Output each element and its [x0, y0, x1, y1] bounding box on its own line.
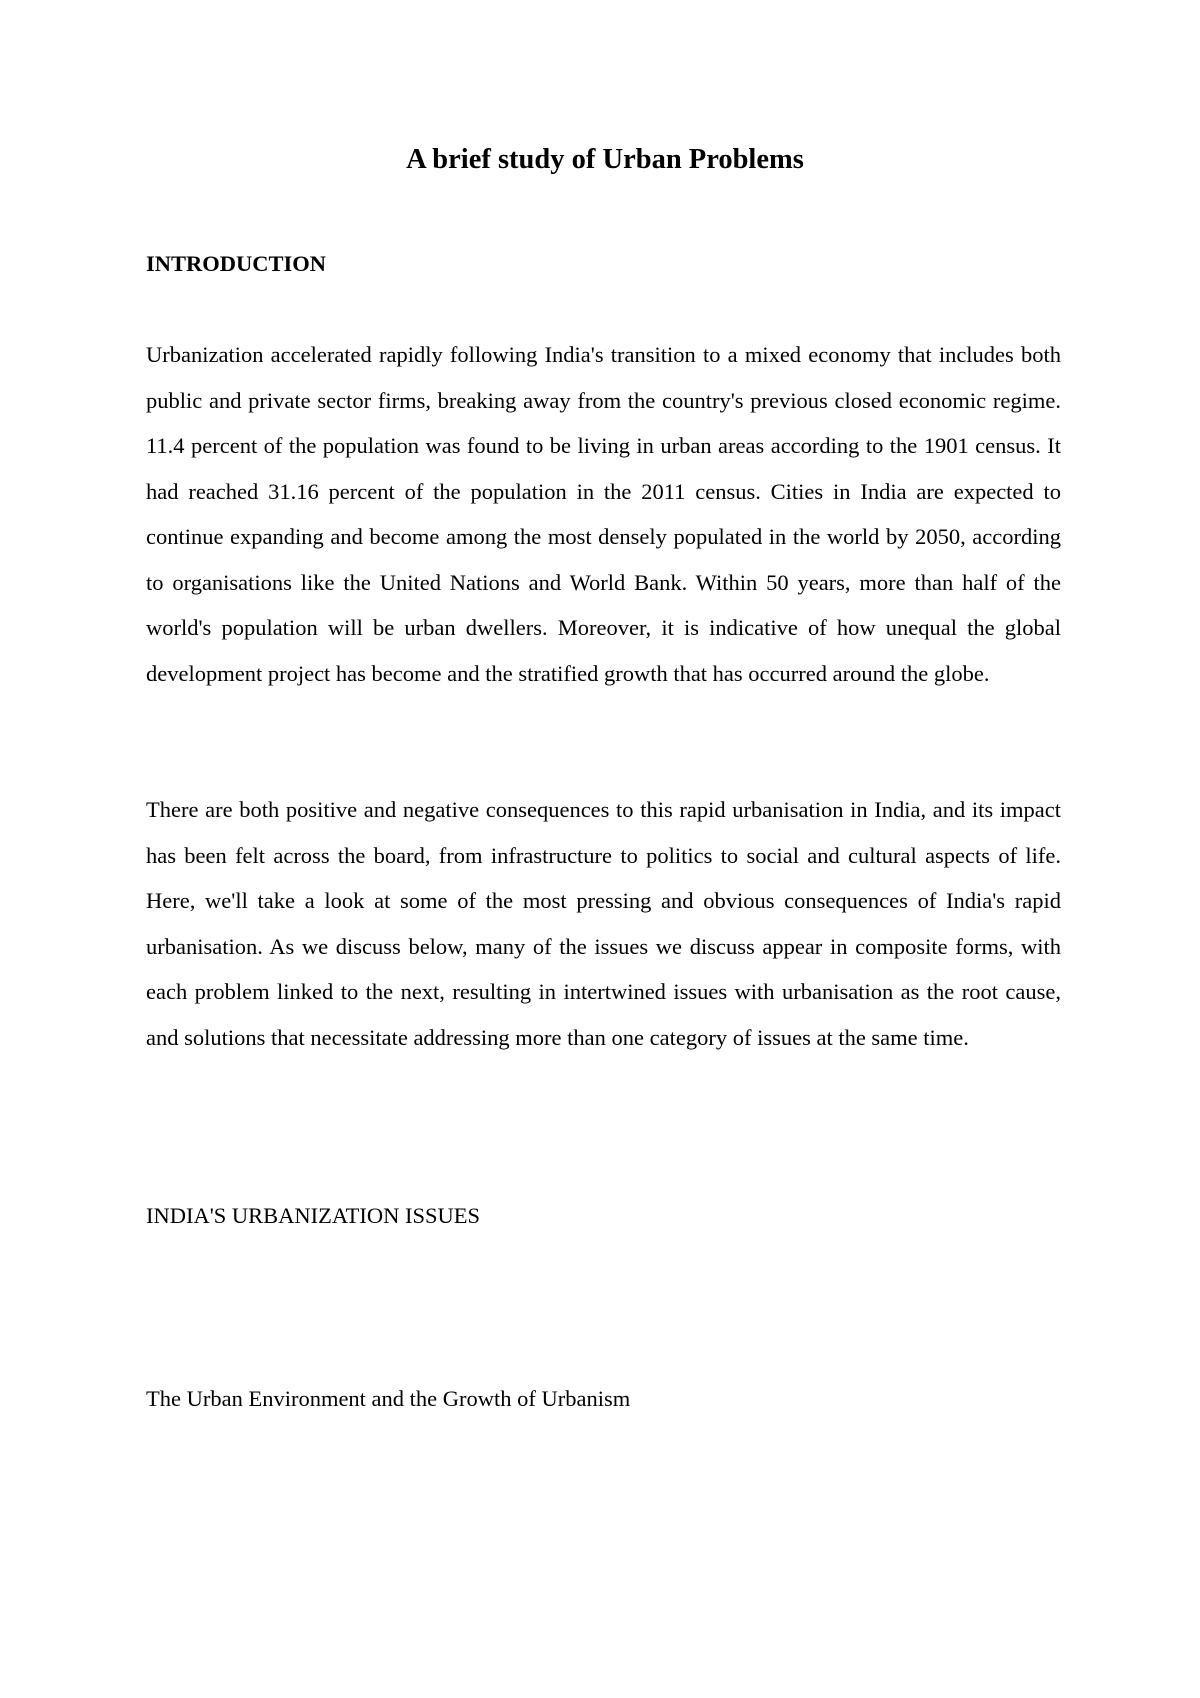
- urbanization-issues-heading: INDIA'S URBANIZATION ISSUES: [146, 1203, 481, 1228]
- introduction-heading: INTRODUCTION: [146, 251, 327, 276]
- introduction-paragraph-2: There are both positive and negative consequences to this rapid urbanisation in India, and its impact has been felt across the board, from infrastructure to politics to social and cultural aspects of life. Here, we'll take a look at some of the most pressing and obvious consequences of India's rapid urbanisation. As we discuss below, many of the issues we discuss appear in composite forms, with each problem linked to the next, resulting in intertwined issues with urbanisation as the root cause, and solutions that necessitate addressing more than one category of issues at the same time.: [146, 797, 1061, 1050]
- urban-environment-heading: The Urban Environment and the Growth of Urbanism: [146, 1386, 631, 1411]
- document-title: A brief study of Urban Problems: [406, 144, 804, 175]
- introduction-paragraph-1: Urbanization accelerated rapidly following India's transition to a mixed economy that includes both public and private sector firms, breaking away from the country's previous closed economic regime. 11.4 percent of the population was found to be living in urban areas according to the 1901 census. It had reached 31.16 percent of the population in the 2011 census. Cities in India are expected to continue expanding and become among the most densely populated in the world by 2050, according to organisations like the United Nations and World Bank. Within 50 years, more than half of the world's population will be urban dwellers. Moreover, it is indicative of how unequal the global development project has become and the stratified growth that has occurred around the globe.: [146, 342, 1061, 686]
